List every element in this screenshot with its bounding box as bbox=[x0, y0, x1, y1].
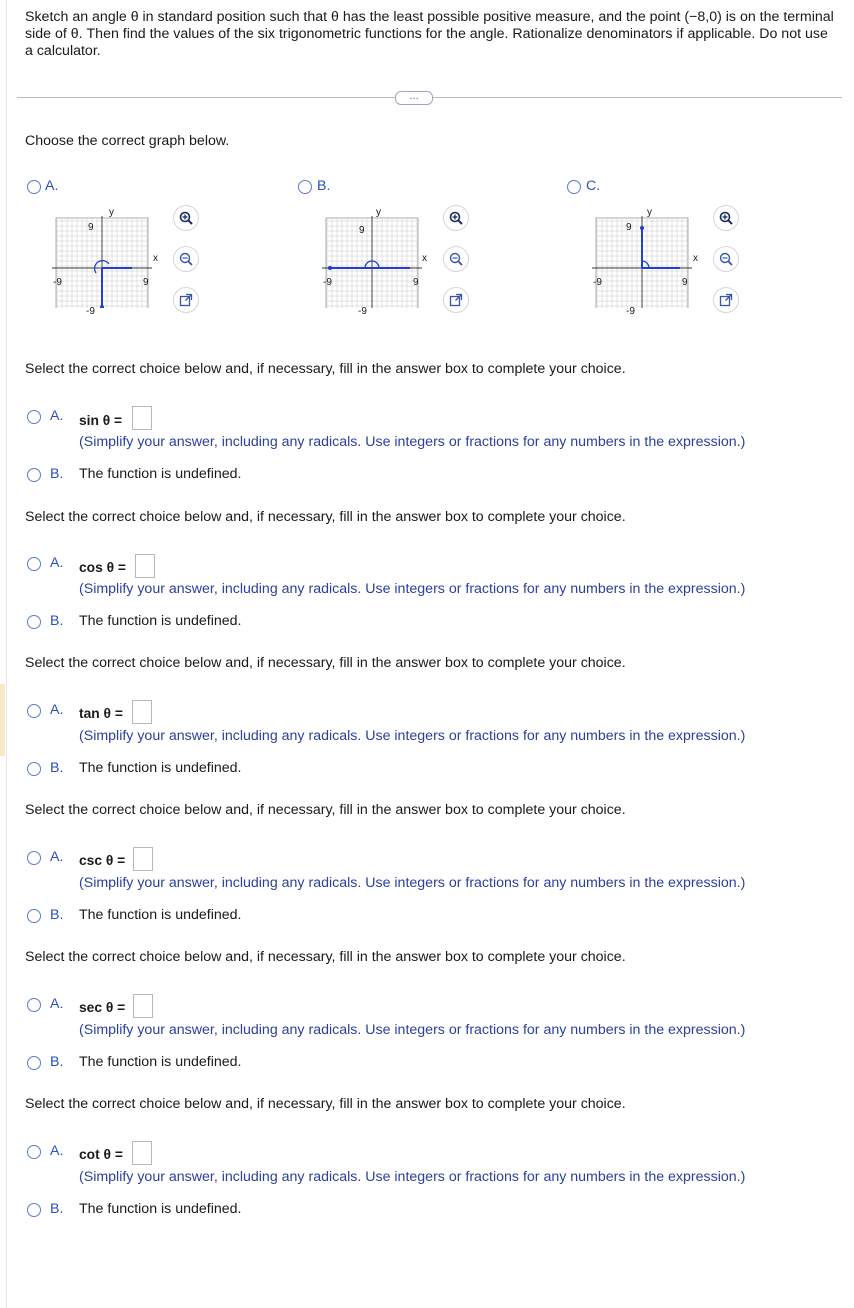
left-border bbox=[6, 0, 7, 1308]
tick-label: 9 bbox=[88, 222, 94, 233]
option-letter: B. bbox=[50, 1201, 64, 1217]
function-label: cot θ = bbox=[79, 1147, 123, 1162]
choice-prompt: Select the correct choice below and, if necessary, fill in the answer box to complete your choice. bbox=[25, 361, 626, 377]
option-letter: B. bbox=[50, 1054, 64, 1070]
popout-icon[interactable] bbox=[443, 287, 469, 313]
radio-option-b[interactable] bbox=[27, 1203, 41, 1217]
radio-option-b[interactable] bbox=[27, 762, 41, 776]
hint-text: (Simplify your answer, including any radicals. Use integers or fractions for any numbers in the expression.) bbox=[79, 1022, 746, 1038]
undefined-text: The function is undefined. bbox=[79, 760, 242, 776]
axis-label-y: y bbox=[376, 207, 381, 218]
option-letter: B. bbox=[50, 760, 64, 776]
point-marker bbox=[328, 266, 332, 270]
tick-label: 9 bbox=[359, 225, 365, 236]
popout-icon[interactable] bbox=[713, 287, 739, 313]
graph-c bbox=[592, 208, 692, 308]
zoom-in-icon[interactable] bbox=[443, 205, 469, 231]
hint-text: (Simplify your answer, including any radicals. Use integers or fractions for any numbers in the expression.) bbox=[79, 581, 746, 597]
option-letter: A. bbox=[45, 178, 59, 194]
radio-option-a[interactable] bbox=[27, 410, 41, 424]
axis-label-x: x bbox=[693, 253, 698, 264]
axis-label-x: x bbox=[153, 253, 158, 264]
function-label: tan θ = bbox=[79, 706, 123, 721]
axis-label-y: y bbox=[109, 207, 114, 218]
option-letter: C. bbox=[586, 178, 601, 194]
zoom-out-icon[interactable] bbox=[443, 246, 469, 272]
tick-label: -9 bbox=[593, 277, 602, 288]
tick-label: 9 bbox=[682, 277, 688, 288]
graph-prompt: Choose the correct graph below. bbox=[25, 133, 230, 149]
radio-graph-b[interactable] bbox=[298, 180, 312, 194]
left-marker bbox=[0, 684, 5, 756]
more-button[interactable]: … bbox=[395, 91, 433, 105]
radio-option-a[interactable] bbox=[27, 998, 41, 1012]
undefined-text: The function is undefined. bbox=[79, 907, 242, 923]
radio-option-a[interactable] bbox=[27, 557, 41, 571]
choice-prompt: Select the correct choice below and, if necessary, fill in the answer box to complete your choice. bbox=[25, 509, 626, 525]
answer-box-sec[interactable] bbox=[133, 994, 153, 1018]
option-letter: B. bbox=[50, 613, 64, 629]
tick-label: -9 bbox=[323, 277, 332, 288]
answer-box-cos[interactable] bbox=[135, 554, 155, 578]
radio-option-b[interactable] bbox=[27, 909, 41, 923]
option-letter: A. bbox=[50, 702, 64, 718]
option-letter: B. bbox=[50, 466, 64, 482]
tick-label: 9 bbox=[626, 222, 632, 233]
option-letter: A. bbox=[50, 1143, 64, 1159]
undefined-text: The function is undefined. bbox=[79, 1201, 242, 1217]
hint-text: (Simplify your answer, including any radicals. Use integers or fractions for any numbers in the expression.) bbox=[79, 1169, 746, 1185]
hint-text: (Simplify your answer, including any radicals. Use integers or fractions for any numbers in the expression.) bbox=[79, 434, 746, 450]
undefined-text: The function is undefined. bbox=[79, 466, 242, 482]
option-letter: A. bbox=[50, 555, 64, 571]
radio-option-a[interactable] bbox=[27, 851, 41, 865]
option-letter: B. bbox=[50, 907, 64, 923]
tick-label: 9 bbox=[143, 277, 149, 288]
choice-prompt: Select the correct choice below and, if necessary, fill in the answer box to complete your choice. bbox=[25, 655, 626, 671]
option-letter: B. bbox=[317, 178, 331, 194]
answer-box-csc[interactable] bbox=[133, 847, 153, 871]
zoom-out-icon[interactable] bbox=[713, 246, 739, 272]
zoom-in-icon[interactable] bbox=[173, 205, 199, 231]
radio-option-b[interactable] bbox=[27, 1056, 41, 1070]
graph-b bbox=[322, 208, 422, 308]
option-letter: A. bbox=[50, 408, 64, 424]
tick-label: -9 bbox=[358, 306, 367, 317]
answer-box-sin[interactable] bbox=[132, 406, 152, 430]
undefined-text: The function is undefined. bbox=[79, 1054, 242, 1070]
option-letter: A. bbox=[50, 996, 64, 1012]
option-letter: A. bbox=[50, 849, 64, 865]
radio-graph-c[interactable] bbox=[567, 180, 581, 194]
radio-graph-a[interactable] bbox=[27, 180, 41, 194]
choice-prompt: Select the correct choice below and, if necessary, fill in the answer box to complete your choice. bbox=[25, 802, 626, 818]
choice-prompt: Select the correct choice below and, if necessary, fill in the answer box to complete your choice. bbox=[25, 1096, 626, 1112]
function-label: sin θ = bbox=[79, 413, 123, 428]
answer-box-cot[interactable] bbox=[132, 1141, 152, 1165]
tick-label: -9 bbox=[626, 306, 635, 317]
axis-label-y: y bbox=[647, 207, 652, 218]
point-marker bbox=[640, 226, 644, 230]
answer-box-tan[interactable] bbox=[132, 700, 152, 724]
function-label: cos θ = bbox=[79, 560, 126, 575]
popout-icon[interactable] bbox=[173, 287, 199, 313]
zoom-in-icon[interactable] bbox=[713, 205, 739, 231]
zoom-out-icon[interactable] bbox=[173, 246, 199, 272]
hint-text: (Simplify your answer, including any radicals. Use integers or fractions for any numbers in the expression.) bbox=[79, 728, 746, 744]
radio-option-b[interactable] bbox=[27, 615, 41, 629]
radio-option-a[interactable] bbox=[27, 1145, 41, 1159]
tick-label: 9 bbox=[413, 277, 419, 288]
graph-a bbox=[52, 208, 152, 308]
question-text: Sketch an angle θ in standard position such that θ has the least possible positive measure, and the point (−8,0) is on the terminal side of θ. Then find the values of the six trigonometric functions for the angle. Rationalize denominators if applicable. Do not use a calculator. bbox=[25, 9, 834, 59]
hint-text: (Simplify your answer, including any radicals. Use integers or fractions for any numbers in the expression.) bbox=[79, 875, 746, 891]
axis-label-x: x bbox=[422, 253, 427, 264]
function-label: sec θ = bbox=[79, 1000, 126, 1015]
tick-label: -9 bbox=[86, 306, 95, 317]
function-label: csc θ = bbox=[79, 853, 126, 868]
radio-option-a[interactable] bbox=[27, 704, 41, 718]
choice-prompt: Select the correct choice below and, if necessary, fill in the answer box to complete your choice. bbox=[25, 949, 626, 965]
undefined-text: The function is undefined. bbox=[79, 613, 242, 629]
tick-label: -9 bbox=[53, 277, 62, 288]
radio-option-b[interactable] bbox=[27, 468, 41, 482]
